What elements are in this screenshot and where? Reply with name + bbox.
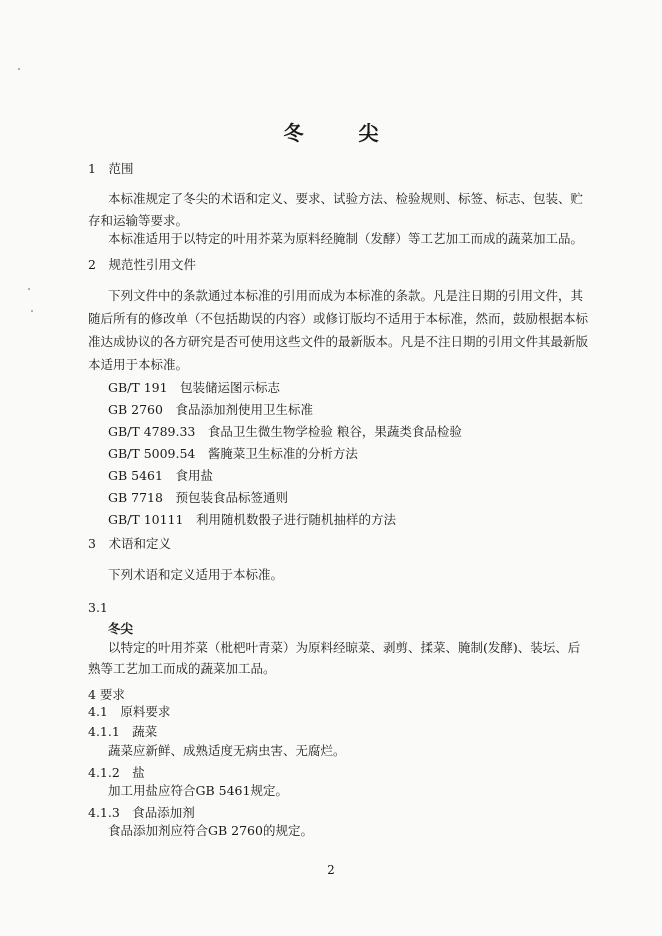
section-2-text: 准达成协议的各方研究是否可使用这些文件的最新版本。凡是不注日期的引用文件其最新版: [88, 334, 589, 349]
section-2-text: 本适用于本标准。: [88, 357, 189, 372]
section-1-text: 本标准适用于以特定的叶用芥菜为原料经腌制（发酵）等工艺加工而成的蔬菜加工品。: [108, 231, 584, 246]
reference-item: GB/T 5009.54 酱腌菜卫生标准的分析方法: [108, 446, 358, 461]
document-title: 冬 尖: [283, 121, 403, 145]
section-1-text: 本标准规定了冬尖的术语和定义、要求、试验方法、检验规则、标签、标志、包装、贮: [108, 191, 584, 206]
term-definition: 以特定的叶用芥菜（枇杷叶青菜）为原料经晾菜、剥剪、揉菜、腌制(发酵)、装坛、后: [108, 640, 581, 655]
clause-number: 3.1: [88, 600, 108, 615]
section-2-heading: 2 规范性引用文件: [88, 257, 196, 272]
section-2-text: 下列文件中的条款通过本标准的引用而成为本标准的条款。凡是注日期的引用文件，其: [108, 288, 584, 303]
clause-heading: 4.1.1 蔬菜: [88, 724, 158, 739]
reference-item: GB/T 10111 利用随机数骰子进行随机抽样的方法: [108, 512, 396, 527]
reference-item: GB/T 191 包装储运图示标志: [108, 380, 281, 395]
scan-speck: [28, 288, 30, 290]
clause-heading: 4.1.3 食品添加剂: [88, 805, 195, 820]
clause-text: 加工用盐应符合GB 5461规定。: [108, 783, 288, 798]
section-3-heading: 3 术语和定义: [88, 536, 171, 551]
section-1-heading: 1 范围: [88, 161, 134, 176]
section-2-text: 随后所有的修改单（不包括勘误的内容）或修订版均不适用于本标准，然而，鼓励根据本标: [88, 311, 589, 326]
reference-item: GB 2760 食品添加剂使用卫生标准: [108, 402, 313, 417]
page-number: 2: [327, 863, 335, 877]
term-definition: 熟等工艺加工而成的蔬菜加工品。: [88, 661, 276, 676]
section-4-heading: 4 要求: [88, 687, 125, 702]
section-1-text: 存和运输等要求。: [88, 213, 189, 228]
scan-speck: [18, 68, 20, 70]
clause-text: 食品添加剂应符合GB 2760的规定。: [108, 823, 313, 838]
reference-item: GB 5461 食用盐: [108, 468, 213, 483]
reference-item: GB 7718 预包装食品标签通则: [108, 490, 288, 505]
clause-text: 蔬菜应新鲜、成熟适度无病虫害、无腐烂。: [108, 743, 346, 758]
clause-heading: 4.1.2 盐: [88, 765, 145, 780]
clause-heading: 4.1 原料要求: [88, 704, 171, 719]
scan-speck: [31, 310, 33, 312]
reference-item: GB/T 4789.33 食品卫生微生物学检验 粮谷，果蔬类食品检验: [108, 424, 462, 439]
section-3-text: 下列术语和定义适用于本标准。: [108, 567, 284, 582]
term-name: 冬尖: [108, 621, 134, 636]
